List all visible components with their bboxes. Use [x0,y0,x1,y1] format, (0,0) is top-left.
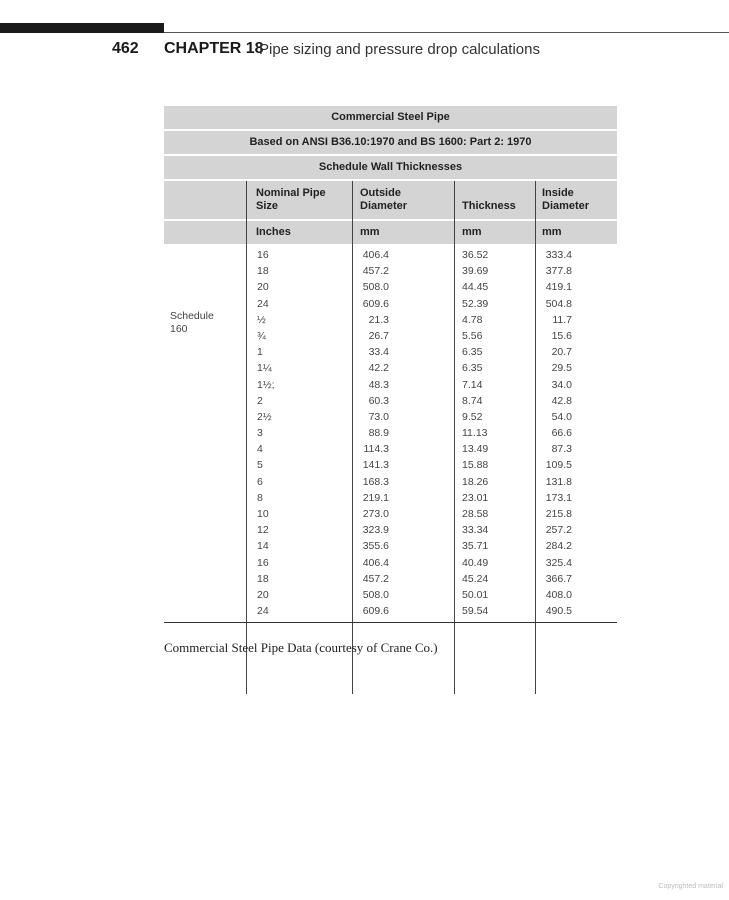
outside-diameter-cell: 508.0 [362,588,389,601]
outside-diameter-cell: 323.9 [362,524,389,537]
inside-diameter-column [542,247,572,619]
outside-diameter-cell: 457.2 [362,265,389,278]
header-rule [164,32,729,33]
thickness-cell: 50.01 [462,588,489,601]
inside-diameter-cell: 284.2 [545,540,572,553]
outside-diameter-cell: 114.3 [363,443,389,456]
thickness-cell: 18.26 [462,475,489,488]
nominal-size-cell: 12 [257,524,269,537]
outside-diameter-cell: 21.3 [368,313,389,326]
nominal-size-cell: 5 [257,459,263,472]
thickness-cell: 45.24 [462,572,489,585]
nominal-size-cell: 1 [257,346,263,359]
thickness-cell: 7.14 [462,378,483,391]
outside-diameter-cell: 609.6 [362,297,389,310]
unit-inside: mm [542,226,562,238]
thickness-cell: 11.13 [462,427,488,440]
outside-diameter-cell: 406.4 [362,249,389,261]
thickness-cell: 33.34 [462,524,489,537]
outside-diameter-cell: 273.0 [362,508,389,520]
figure-caption: Commercial Steel Pipe Data (courtesy of Crane Co.) [164,640,438,655]
unit-nominal: Inches [256,226,291,238]
thickness-cell: 28.58 [462,508,489,520]
inside-diameter-cell: 490.5 [545,605,572,618]
inside-diameter-cell: 173.1 [545,491,572,504]
inside-diameter-cell: 87.3 [551,443,572,456]
outside-diameter-cell: 406.4 [362,556,389,569]
outside-diameter-cell: 219.1 [362,491,389,504]
outside-diameter-cell: 26.7 [368,329,389,342]
nominal-size-cell: 4 [257,443,263,456]
nominal-size-cell: 2 [257,394,263,407]
nominal-size-cell: 16 [257,556,269,569]
nominal-size-cell: 14 [257,540,269,553]
nominal-size-cell: 10 [257,508,269,520]
inside-diameter-cell: 29.5 [551,362,572,375]
outside-diameter-cell: 60.3 [368,394,389,407]
outside-diameter-cell: 33.4 [368,346,389,359]
nominal-size-cell: 18 [257,572,269,585]
table-standard: Based on ANSI B36.10:1970 and BS 1600: Part 2: 1970 [164,131,617,156]
outside-diameter-cell: 355.6 [362,540,389,553]
inside-diameter-cell: 42.8 [551,394,572,407]
inside-diameter-cell: 333.4 [545,249,572,261]
page-number: 462 [112,40,139,57]
thickness-cell: 6.35 [462,346,483,359]
thickness-cell: 35.71 [462,540,489,553]
thickness-cell: 9.52 [462,410,483,423]
pipe-table [164,106,617,623]
inside-diameter-cell: 366.7 [545,572,572,585]
unit-thickness: mm [462,226,482,238]
outside-diameter-cell: 168.3 [362,475,389,488]
outside-diameter-cell: 508.0 [362,281,389,294]
inside-diameter-cell: 20.7 [551,346,572,359]
thickness-cell: 44.45 [462,281,489,294]
thickness-cell: 36.52 [462,249,489,261]
outside-diameter-cell: 457.2 [362,572,389,585]
inside-diameter-cell: 109.5 [545,459,572,472]
nominal-size-cell: 3 [257,427,263,440]
watermark: Copyrighted material [658,883,723,890]
thickness-cell: 39.69 [462,265,489,278]
thickness-cell: 23.01 [462,491,489,504]
inside-diameter-cell: 257.2 [545,524,572,537]
nominal-size-cell: 24 [257,605,269,618]
nominal-size-cell: 1½; [257,378,275,391]
inside-diameter-cell: 504.8 [545,297,572,310]
nominal-size-cell: 8 [257,491,263,504]
header-outside-diameter: Outside Diameter [360,187,408,212]
nominal-size-cell: 1¼ [257,362,272,375]
outside-diameter-cell: 609.6 [362,605,389,618]
schedule-label: Schedule 160 [170,310,214,335]
nominal-size-cell: 16 [257,249,269,261]
unit-row [164,221,617,244]
nominal-size-cell: ½ [257,313,266,326]
inside-diameter-cell: 377.8 [545,265,572,278]
thickness-cell: 5.56 [462,329,483,342]
outside-diameter-cell: 42.2 [368,362,389,375]
page-header [0,38,729,62]
inside-diameter-cell: 54.0 [551,410,572,423]
chapter-title: Pipe sizing and pressure drop calculations [259,41,540,58]
nominal-size-cell: ¾ [257,329,266,342]
inside-diameter-cell: 11.7 [552,313,572,326]
thickness-cell: 59.54 [462,605,489,618]
nominal-size-cell: 24 [257,297,269,310]
table-title: Commercial Steel Pipe [164,106,617,131]
outside-diameter-cell: 48.3 [368,378,389,391]
inside-diameter-cell: 215.8 [545,508,572,520]
thickness-cell: 4.78 [462,313,483,326]
header-thickness: Thickness [462,200,516,212]
unit-outside: mm [360,226,380,238]
chapter-label: CHAPTER 18 [164,40,264,57]
inside-diameter-cell: 325.4 [545,556,572,569]
header-bar [0,23,164,33]
inside-diameter-cell: 34.0 [551,378,572,391]
thickness-cell: 13.49 [462,443,489,456]
header-inside-diameter: Inside Diameter [542,187,590,212]
thickness-cell: 40.49 [462,556,489,569]
inside-diameter-cell: 131.8 [545,475,572,488]
inside-diameter-cell: 419.1 [545,281,572,294]
inside-diameter-cell: 15.6 [551,329,572,342]
nominal-size-cell: 20 [257,281,269,294]
thickness-column [462,247,498,619]
table-subtitle: Schedule Wall Thicknesses [164,156,617,181]
nominal-size-column [257,247,317,619]
nominal-size-cell: 2½ [257,410,272,423]
thickness-cell: 6.35 [462,362,483,375]
inside-diameter-cell: 408.0 [545,588,572,601]
nominal-size-cell: 18 [257,265,269,278]
column-header-row [164,181,617,221]
outside-diameter-cell: 73.0 [368,410,389,423]
thickness-cell: 15.88 [462,459,489,472]
outside-diameter-cell: 88.9 [368,427,389,440]
header-nominal: Nominal Pipe Size [256,187,326,212]
outside-diameter-column [360,247,389,619]
thickness-cell: 8.74 [462,394,483,407]
nominal-size-cell: 20 [257,588,269,601]
thickness-cell: 52.39 [462,297,489,310]
nominal-size-cell: 6 [257,475,263,488]
outside-diameter-cell: 141.3 [362,459,389,472]
inside-diameter-cell: 66.6 [551,427,572,440]
table-body [164,244,617,623]
